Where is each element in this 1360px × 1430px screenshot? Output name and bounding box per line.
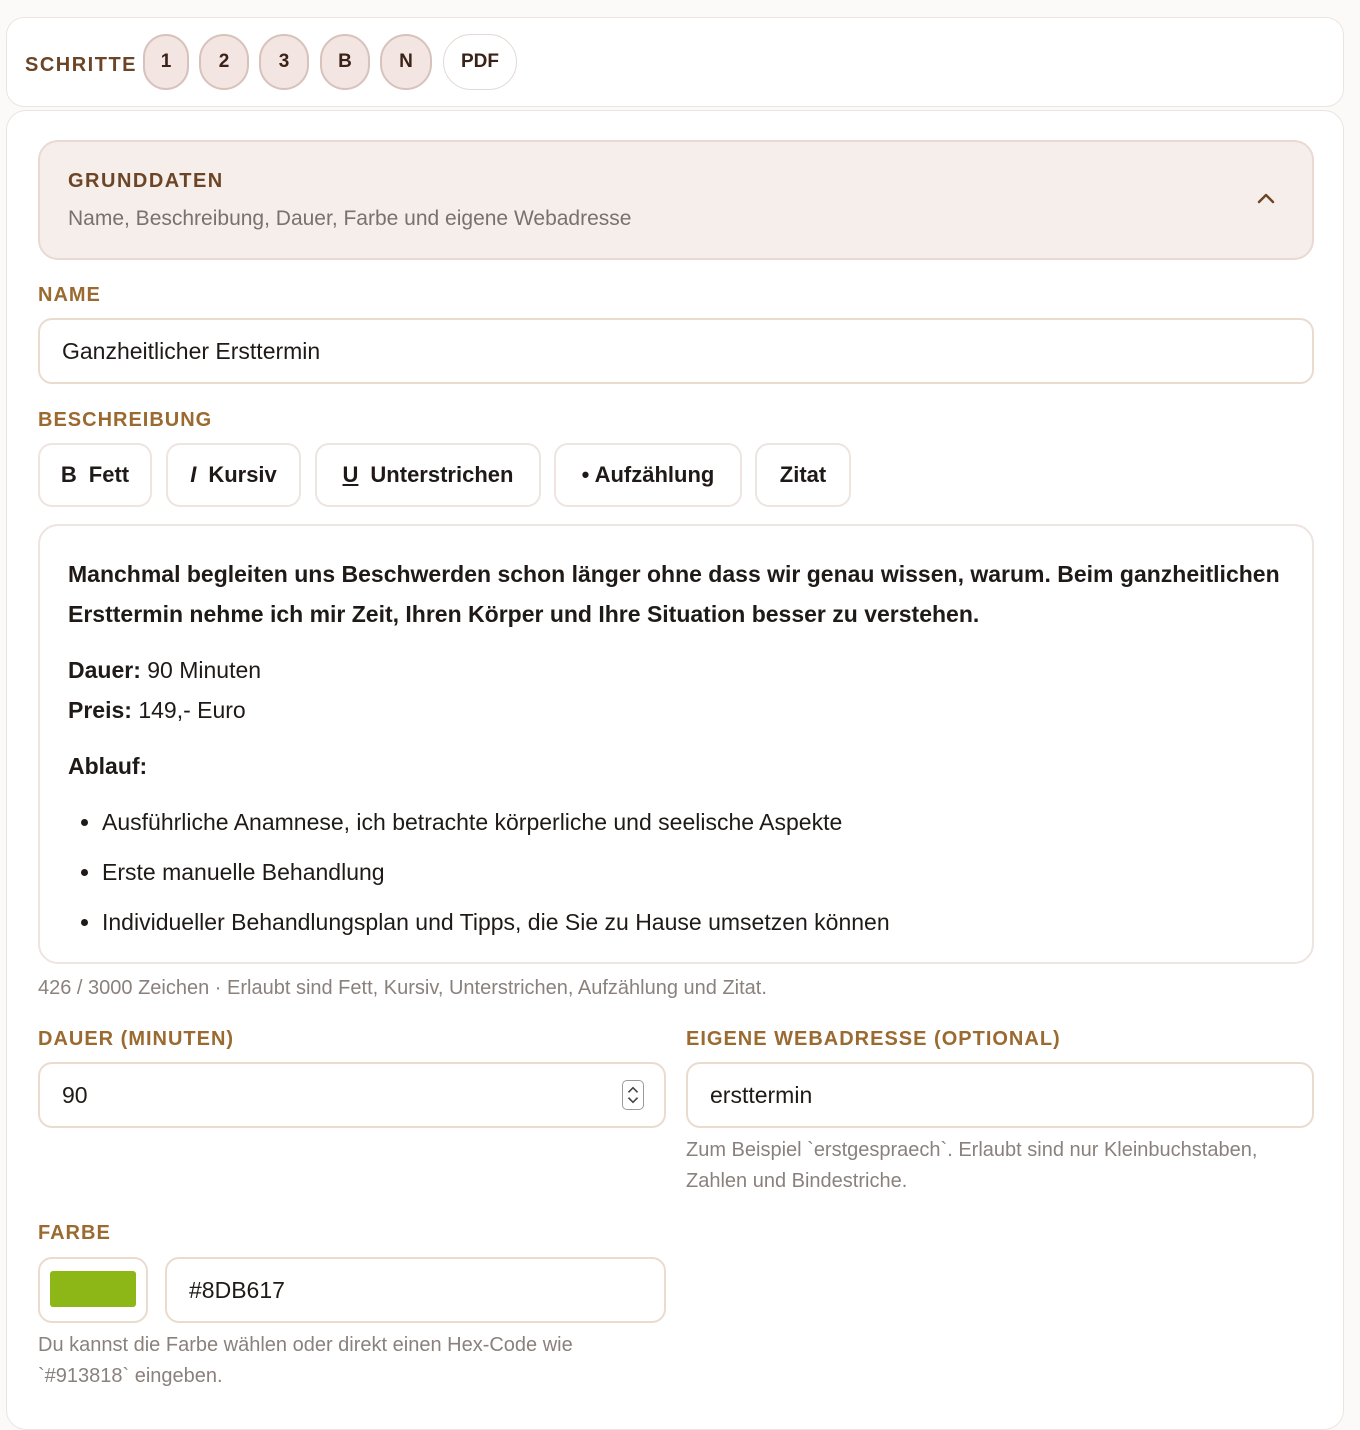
steps-bar <box>6 17 1344 107</box>
form-panel <box>6 110 1344 1430</box>
description-editor[interactable] <box>38 524 1314 964</box>
step-n-button[interactable]: N <box>380 34 432 90</box>
bold-icon: B <box>60 462 77 487</box>
underline-button[interactable] <box>315 443 541 507</box>
section-subtitle: Name, Beschreibung, Dauer, Farbe und eigene Webadresse <box>68 207 632 230</box>
underline-button-label: Unterstrichen <box>370 462 514 487</box>
list-item: • Individueller Behandlungsplan und Tipps, die Sie zu Hause umsetzen können <box>102 902 1284 942</box>
color-picker-button[interactable] <box>38 1257 148 1323</box>
duration-value: 90 <box>62 1081 88 1108</box>
duration-text: 90 Minuten <box>140 657 262 683</box>
description-intro: Manchmal begleiten uns Beschwerden schon länger ohne dass wir genau wissen, warum. Beim ganzheitlichen Ersttermin nehme ich mir Zeit, Ihren Körper und Ihre Situation besser zu verstehen. <box>68 561 1280 627</box>
description-process-heading: Ablauf: <box>68 753 148 779</box>
duration-input[interactable] <box>38 1062 666 1128</box>
slug-label: EIGENE WEBADRESSE (OPTIONAL) <box>686 1028 1061 1050</box>
steps-label: SCHRITTE <box>25 54 137 76</box>
step-pdf-button[interactable]: PDF <box>443 34 517 90</box>
color-hint: Du kannst die Farbe wählen oder direkt einen Hex-Code wie `#913818` eingeben. <box>38 1334 573 1387</box>
step-2-button[interactable]: 2 <box>199 34 249 90</box>
step-b-button[interactable]: B <box>320 34 370 90</box>
description-duration-line <box>68 650 1284 690</box>
slug-hint: Zum Beispiel `erstgespraech`. Erlaubt sind nur Kleinbuchstaben, Zahlen und Bindestriche. <box>686 1139 1258 1192</box>
hex-color-input[interactable]: #8DB617 <box>165 1257 666 1323</box>
underline-icon: U <box>342 462 359 487</box>
description-process-list <box>68 802 1284 942</box>
description-price-line <box>68 690 1284 730</box>
duration-label: DAUER (MINUTEN) <box>38 1028 235 1050</box>
slug-input[interactable]: ersttermin <box>686 1062 1314 1128</box>
bold-button-label: Fett <box>88 462 130 487</box>
number-stepper-icon[interactable] <box>622 1080 644 1110</box>
list-item: • Erste manuelle Behandlung <box>102 852 1284 892</box>
italic-icon: I <box>190 462 197 487</box>
list-item: • Ausführliche Anamnese, ich betrachte körperliche und seelische Aspekte <box>102 802 1284 842</box>
description-label: BESCHREIBUNG <box>38 409 213 431</box>
chevron-up-icon[interactable] <box>1256 188 1276 208</box>
description-char-count: 426 / 3000 Zeichen · Erlaubt sind Fett, Kursiv, Unterstrichen, Aufzählung und Zitat. <box>38 977 767 999</box>
bullet-list-button[interactable]: • Aufzählung <box>554 443 742 507</box>
price-label-bold: Preis: <box>68 697 132 723</box>
bold-button[interactable] <box>38 443 152 507</box>
italic-button[interactable] <box>166 443 301 507</box>
duration-label-bold: Dauer: <box>68 657 141 683</box>
color-swatch <box>50 1271 136 1307</box>
italic-button-label: Kursiv <box>208 462 277 487</box>
section-title: GRUNDDATEN <box>68 170 224 192</box>
section-header-grunddaten[interactable] <box>38 140 1314 260</box>
name-label: NAME <box>38 284 101 306</box>
step-1-button[interactable]: 1 <box>143 34 189 90</box>
color-label: FARBE <box>38 1222 111 1244</box>
price-text: 149,- Euro <box>131 697 246 723</box>
name-input[interactable]: Ganzheitlicher Ersttermin <box>38 318 1314 384</box>
step-3-button[interactable]: 3 <box>259 34 309 90</box>
quote-button[interactable]: Zitat <box>755 443 851 507</box>
